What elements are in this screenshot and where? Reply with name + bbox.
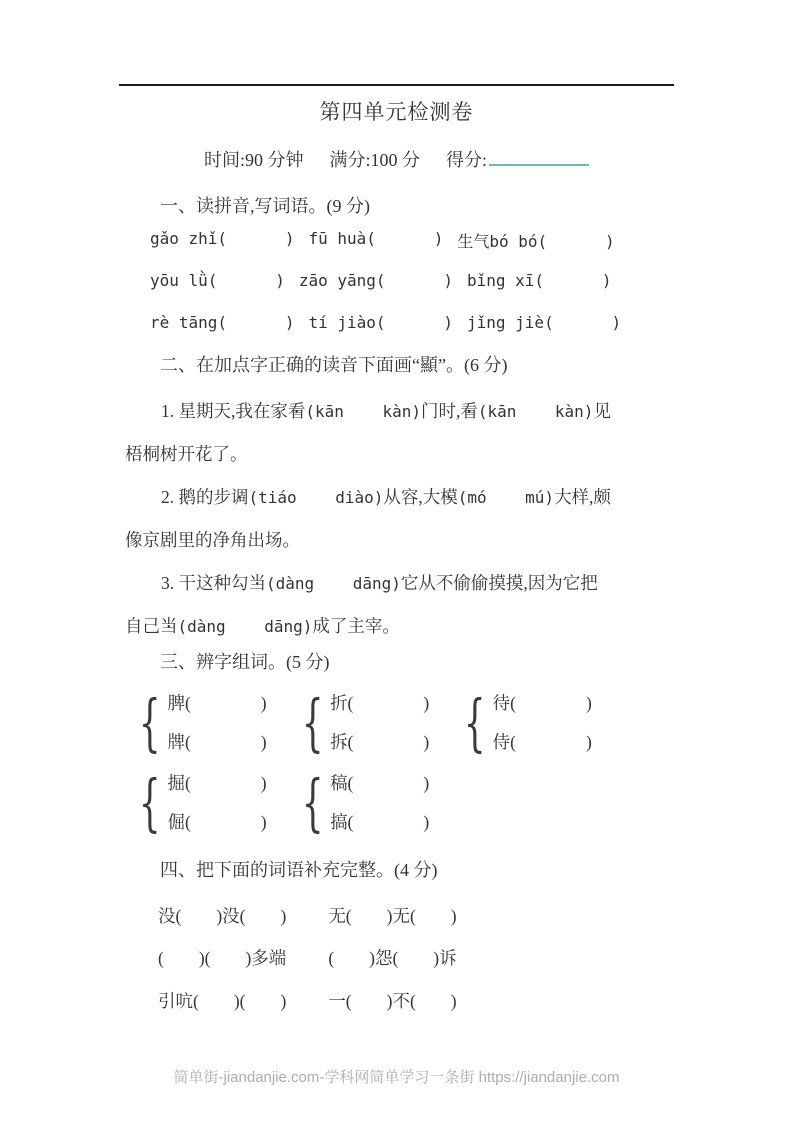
sentence-line (125, 397, 721, 426)
dotted-char: 看 • (460, 401, 478, 421)
left-brace-icon: { (138, 686, 161, 759)
brace-group (130, 684, 267, 762)
text-run: 2. 鹅的步 (161, 487, 231, 507)
text-run: 梧桐树开花了。 (125, 444, 248, 464)
pinyin-row (150, 229, 615, 252)
dotted-char: 当 • (160, 616, 178, 636)
text-run: 1. 星期天,我在家 (161, 401, 288, 421)
pinyin-annotation: (dàng dāng) (177, 617, 313, 636)
pinyin-item: rè tāng( ) (150, 313, 295, 332)
word-blank: 牌( ) (167, 732, 267, 752)
exam-info-line (119, 146, 674, 172)
top-rule-divider (119, 84, 674, 86)
brace-group (293, 684, 430, 762)
phrase-row (158, 903, 457, 928)
watermark-footer: 简单街-jiandanjie.com-学科网简单学习一条街 https://jiandanjie.com (173, 1069, 620, 1086)
word-blank: 掘( ) (167, 773, 267, 793)
phrase-blank: ( )( )多端 (158, 948, 287, 968)
text-run: 自己 (125, 616, 160, 636)
pinyin-annotation: (kān kàn) (305, 402, 421, 421)
section-three-heading: 三、辨字组词。(5 分) (160, 652, 330, 672)
word-blank: 待( ) (492, 693, 592, 713)
phrase-blank: 无( )无( ) (328, 906, 457, 926)
page-title: 第四单元检测卷 (319, 100, 474, 124)
word-blank: 搞( ) (330, 812, 430, 832)
sentence-line (125, 612, 685, 641)
brace-group (130, 764, 267, 842)
pinyin-item: bǐng xī( ) (466, 271, 612, 290)
phrase-blank: 引吭( )( ) (158, 991, 287, 1011)
word-blank: 折( ) (330, 693, 430, 713)
section-one-heading: 一、读拼音,写词语。(9 分) (160, 196, 370, 216)
left-brace-icon: { (138, 766, 161, 839)
pinyin-item: fū huà( ) (308, 229, 444, 248)
dotted-char: 模 • (440, 487, 458, 507)
score-blank-line (489, 150, 589, 166)
pinyin-item: tí jiào( ) (308, 313, 453, 332)
pinyin-annotation: (mó mú) (457, 488, 555, 507)
word-blank: 拆( ) (330, 732, 430, 752)
text-run: 见 (593, 401, 611, 421)
section-four-heading: 四、把下面的词语补充完整。(4 分) (160, 860, 438, 880)
brace-group (455, 684, 592, 762)
pinyin-item: 生气bó bó( ) (457, 232, 615, 251)
left-brace-icon: { (301, 686, 324, 759)
word-pair-row (130, 684, 592, 762)
dotted-char: 当 • (249, 573, 267, 593)
sentence-line (125, 440, 685, 468)
pinyin-row (150, 313, 621, 332)
word-blank: 倔( ) (167, 812, 267, 832)
text-run: 3. 干这种勾 (161, 573, 249, 593)
score-field (446, 146, 589, 172)
sentence-line (125, 483, 721, 512)
full-score-label: 满分:100 分 (329, 150, 420, 170)
text-run: 门时, (420, 401, 461, 421)
text-run: 大样,颇 (554, 487, 611, 507)
phrase-row (158, 945, 457, 970)
left-brace-icon: { (301, 766, 324, 839)
pinyin-item: yōu lǜ( ) (150, 271, 285, 290)
pinyin-annotation: (dàng dāng) (266, 574, 401, 593)
text-run: 成了主宰。 (312, 616, 400, 636)
dotted-char: 看 • (288, 401, 306, 421)
pinyin-item: zāo yāng( ) (298, 271, 453, 290)
text-run: 从容,大 (383, 487, 441, 507)
left-brace-icon: { (464, 686, 486, 759)
word-blank: 侍( ) (492, 732, 592, 752)
pinyin-annotation: (tiáo diào) (248, 488, 384, 507)
pinyin-annotation: (kān kàn) (477, 402, 594, 421)
phrase-blank: ( )怨( )诉 (328, 948, 457, 968)
time-label: 时间:90 分钟 (203, 150, 304, 170)
pinyin-item: gǎo zhǐ( ) (150, 229, 295, 248)
word-blank: 稿( ) (330, 773, 430, 793)
phrase-blank: 没( )没( ) (158, 906, 287, 926)
phrase-row (158, 988, 457, 1013)
text-run: 它从不偷偷摸摸,因为它把 (400, 573, 598, 593)
phrase-blank: 一( )不( ) (328, 991, 457, 1011)
section-two-heading: 二、在加点字正确的读音下面画“顯”。(6 分) (160, 355, 508, 375)
pinyin-item: jǐng jiè( ) (467, 313, 622, 332)
word-pair-row (130, 764, 429, 842)
score-label: 得分: (446, 150, 488, 170)
sentence-line (125, 569, 721, 598)
text-run: 像京剧里的净角出场。 (125, 530, 300, 550)
word-blank: 脾( ) (167, 693, 267, 713)
dotted-char: 调 • (231, 487, 249, 507)
pinyin-row (150, 271, 611, 290)
brace-group (293, 764, 430, 842)
sentence-line (125, 526, 685, 554)
